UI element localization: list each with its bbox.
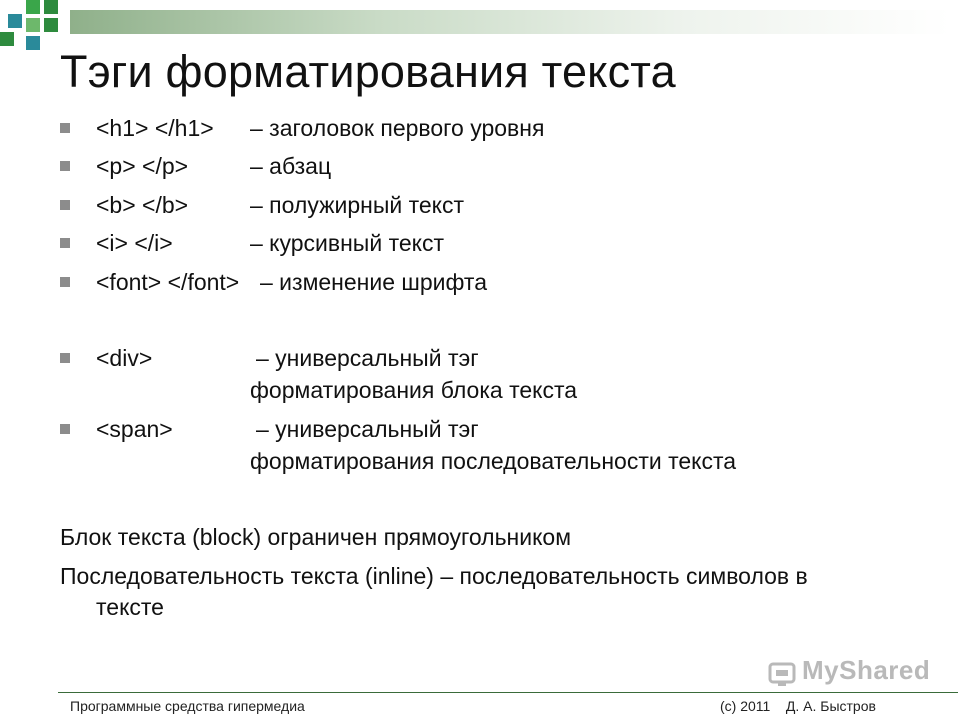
bullet-square-icon (60, 161, 70, 171)
bullet-desc-continuation: форматирования блока текста (250, 377, 578, 403)
bullet-tag: <p> </p> (96, 153, 189, 179)
bullet-square-icon (60, 353, 70, 363)
bullet-square-icon (60, 238, 70, 248)
bullet-tag: <div> (96, 345, 153, 371)
paragraph-inline: Последовательность текста (inline) – последовательность символов в (60, 563, 808, 589)
paragraph-inline-continuation: тексте (96, 594, 164, 620)
footer-course: Программные средства гипермедиа (70, 698, 305, 714)
footer-divider (58, 692, 958, 693)
bullet-desc: – абзац (250, 153, 332, 179)
bullet-square-icon (60, 123, 70, 133)
header-band (70, 10, 950, 34)
footer-copyright: (c) 2011 Д. А. Быстров (720, 698, 876, 714)
bullet-desc: – универсальный тэг (256, 416, 479, 442)
bullet-desc: – полужирный текст (250, 192, 465, 218)
bullet-square-icon (60, 200, 70, 210)
bullet-desc: – заголовок первого уровня (250, 115, 545, 141)
bullet-desc: – универсальный тэг (256, 345, 479, 371)
bullet-tag: <font> </font> (96, 269, 240, 295)
bullet-tag: <h1> </h1> (96, 115, 214, 141)
paragraph-block: Блок текста (block) ограничен прямоугольником (60, 524, 572, 550)
bullet-desc: – изменение шрифта (260, 269, 487, 295)
bullet-tag: <i> </i> (96, 230, 173, 256)
bullet-desc-continuation: форматирования последовательности текста (250, 448, 737, 474)
bullet-square-icon (60, 277, 70, 287)
bullet-tag: <span> (96, 416, 173, 442)
watermark: MyShared (802, 655, 931, 685)
bullet-square-icon (60, 424, 70, 434)
slide-title: Тэги форматирования текста (60, 46, 676, 97)
watermark-icon (768, 660, 796, 688)
bullet-desc: – курсивный текст (250, 230, 444, 256)
bullet-tag: <b> </b> (96, 192, 189, 218)
